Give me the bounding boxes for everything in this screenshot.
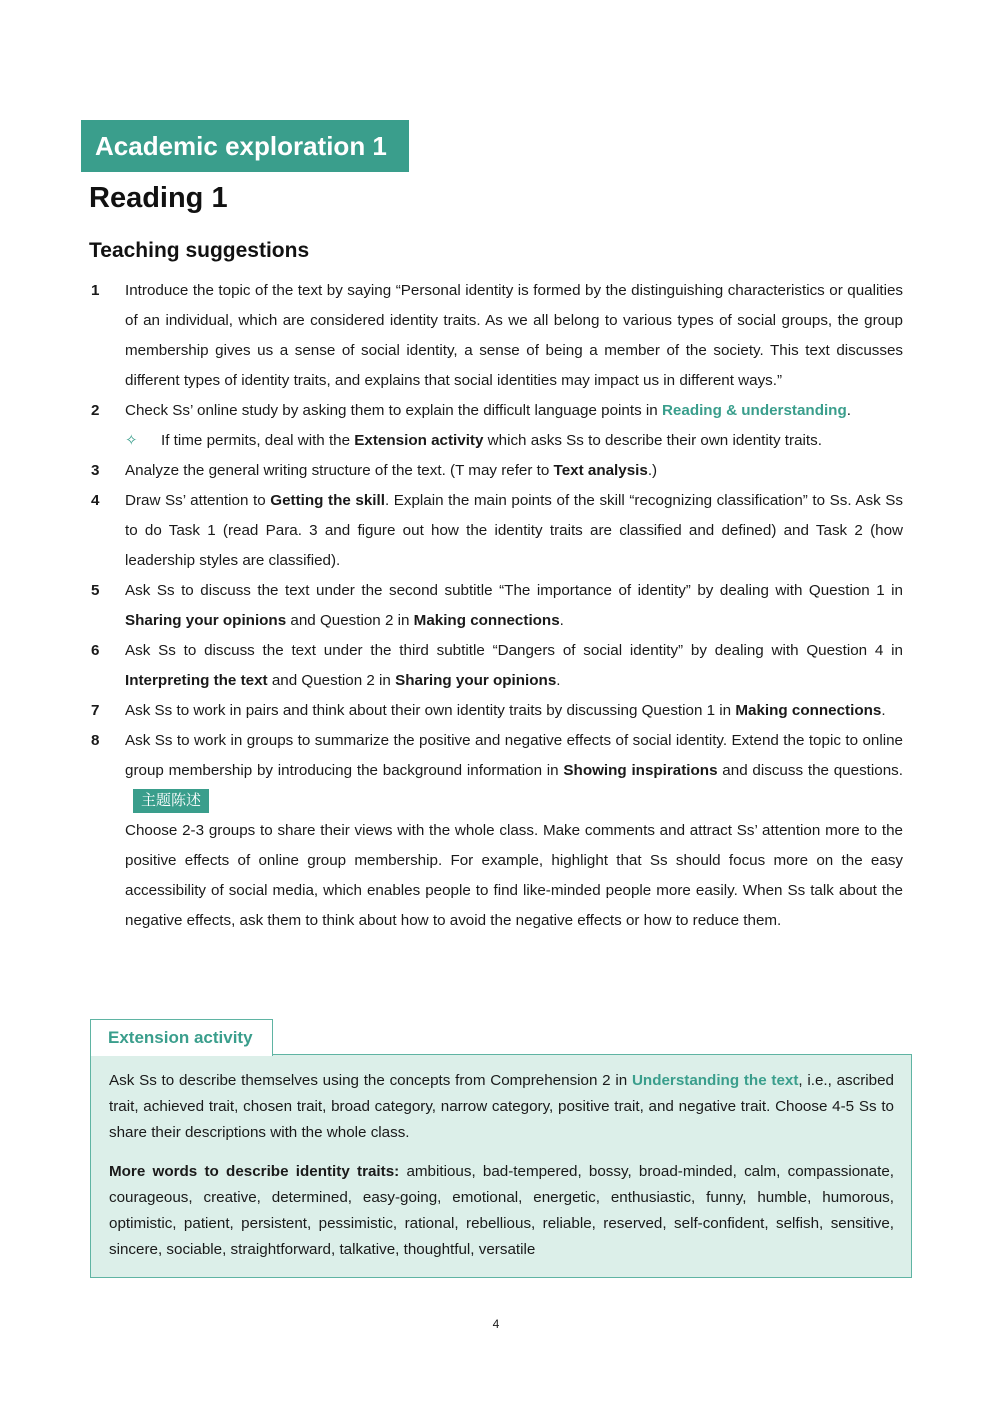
extension-paragraph-1 xyxy=(109,1068,894,1146)
step-1 xyxy=(89,276,903,396)
step-2-subnote xyxy=(125,426,903,456)
subnote-bold: Extension activity xyxy=(354,432,484,449)
step-5 xyxy=(89,576,903,636)
step-text: Check Ss’ online study by asking them to explain the difficult language points in xyxy=(125,402,662,419)
reading-title: Reading 1 xyxy=(89,182,228,214)
step-text: Ask Ss to work in pairs and think about their own identity traits by discussing Question 1 in xyxy=(125,702,736,719)
step-number: 2 xyxy=(91,402,100,419)
step-4 xyxy=(89,486,903,576)
step-text: Analyze the general writing structure of the text. (T may refer to xyxy=(125,462,554,479)
step-number: 8 xyxy=(91,732,100,749)
extension-paragraph-2 xyxy=(109,1159,894,1263)
diamond-star-icon: ✧ xyxy=(125,432,138,449)
page-number: 4 xyxy=(492,1317,500,1331)
step-number: 1 xyxy=(91,282,100,299)
subnote-text: which asks Ss to describe their own identity traits. xyxy=(483,432,822,449)
step-text: . Explain the main points of the skill “recognizing classification” to Ss. Ask Ss to do Task 1 (read Para. 3 and figure out how the identity traits are classified and defined) and Task 2 (how leadership styles are classified). xyxy=(125,492,904,569)
step-text: . xyxy=(881,702,886,719)
understanding-text-link: Understanding the text xyxy=(631,1072,799,1089)
step-text: and Question 2 in xyxy=(286,612,414,629)
step-text: and Question 2 in xyxy=(267,672,396,689)
more-words-label: More words to describe identity traits: xyxy=(109,1163,400,1180)
step-bold: Making connections xyxy=(413,612,560,629)
extension-activity-box xyxy=(90,1054,912,1278)
step-number: 5 xyxy=(91,582,100,599)
step-text: Ask Ss to discuss the text under the third subtitle “Dangers of social identity” by dealing with Question 4 in xyxy=(125,642,903,659)
step-8 xyxy=(89,726,903,936)
step-3 xyxy=(89,456,903,486)
step-text: . xyxy=(846,402,851,419)
step-8-paragraph-2: Choose 2-3 groups to share their views with the whole class. Make comments and attract Ss’ attention more to the positive effects of online group membership. For example, highlight that Ss should focus more on the easy accessibility of social media, which enables people to find like-minded people more easily. When Ss talk about the negative effects, ask them to think about how to avoid the negative effects or how to reduce them. xyxy=(125,822,903,929)
step-bold: Making connections xyxy=(735,702,882,719)
identity-words-list: ambitious, bad-tempered, bossy, broad-minded, calm, compassionate, courageous, creative, determined, easy-going, emotional, energetic, enthusiastic, funny, humble, humorous, optimistic, patient, persistent, pessimistic, rational, rebellious, reliable, reserved, self-confident, selfish, sensitive, sincere, sociable, straightforward, talkative, thoughtful, versatile xyxy=(109,1163,894,1258)
step-text: . xyxy=(556,672,561,689)
step-6 xyxy=(89,636,903,696)
step-number: 3 xyxy=(91,462,100,479)
step-text: .) xyxy=(647,462,658,479)
extension-text: , i.e., ascribed trait, achieved trait, chosen trait, broad category, narrow category, positive trait, and negative trait. Choose 4-5 Ss to share their descriptions with the whole class. xyxy=(109,1072,895,1141)
step-bold: Showing inspirations xyxy=(563,762,718,779)
step-text: Draw Ss’ attention to xyxy=(125,492,271,509)
step-text: . xyxy=(559,612,564,629)
subnote-text: If time permits, deal with the xyxy=(161,432,355,449)
theme-statement-tag: 主题陈述 xyxy=(133,789,209,813)
step-number: 6 xyxy=(91,642,100,659)
section-banner: Academic exploration 1 xyxy=(81,120,409,172)
step-7 xyxy=(89,696,903,726)
step-text: Ask Ss to work in groups to summarize the positive and negative effects of social identity. Extend the topic to online group membership by introducing the background information in xyxy=(125,732,903,779)
step-2 xyxy=(89,396,903,456)
step-bold: Getting the skill xyxy=(270,492,385,509)
reading-understanding-link: Reading & understanding xyxy=(661,402,847,419)
step-bold: Sharing your opinions xyxy=(125,612,287,629)
step-bold: Interpreting the text xyxy=(125,672,268,689)
teaching-suggestions-heading: Teaching suggestions xyxy=(89,239,310,262)
extension-activity-tab: Extension activity xyxy=(90,1019,273,1056)
step-number: 7 xyxy=(91,702,100,719)
step-number: 4 xyxy=(91,492,100,509)
step-text: Ask Ss to discuss the text under the second subtitle “The importance of identity” by dealing with Question 1 in xyxy=(125,582,903,599)
step-text: and discuss the questions. xyxy=(717,762,903,779)
teaching-steps-list xyxy=(89,276,903,936)
step-bold: Text analysis xyxy=(553,462,648,479)
step-bold: Sharing your opinions xyxy=(395,672,557,689)
step-text: Introduce the topic of the text by saying “Personal identity is formed by the distinguishing characteristics or qualities of an individual, which are considered identity traits. As we all belong to various types of social groups, the group membership gives us a sense of social identity, a sense of being a member of the society. This text discusses different types of identity traits, and explains that social identities may impact us in different ways.” xyxy=(125,282,903,389)
extension-text: Ask Ss to describe themselves using the concepts from Comprehension 2 in xyxy=(109,1072,632,1089)
